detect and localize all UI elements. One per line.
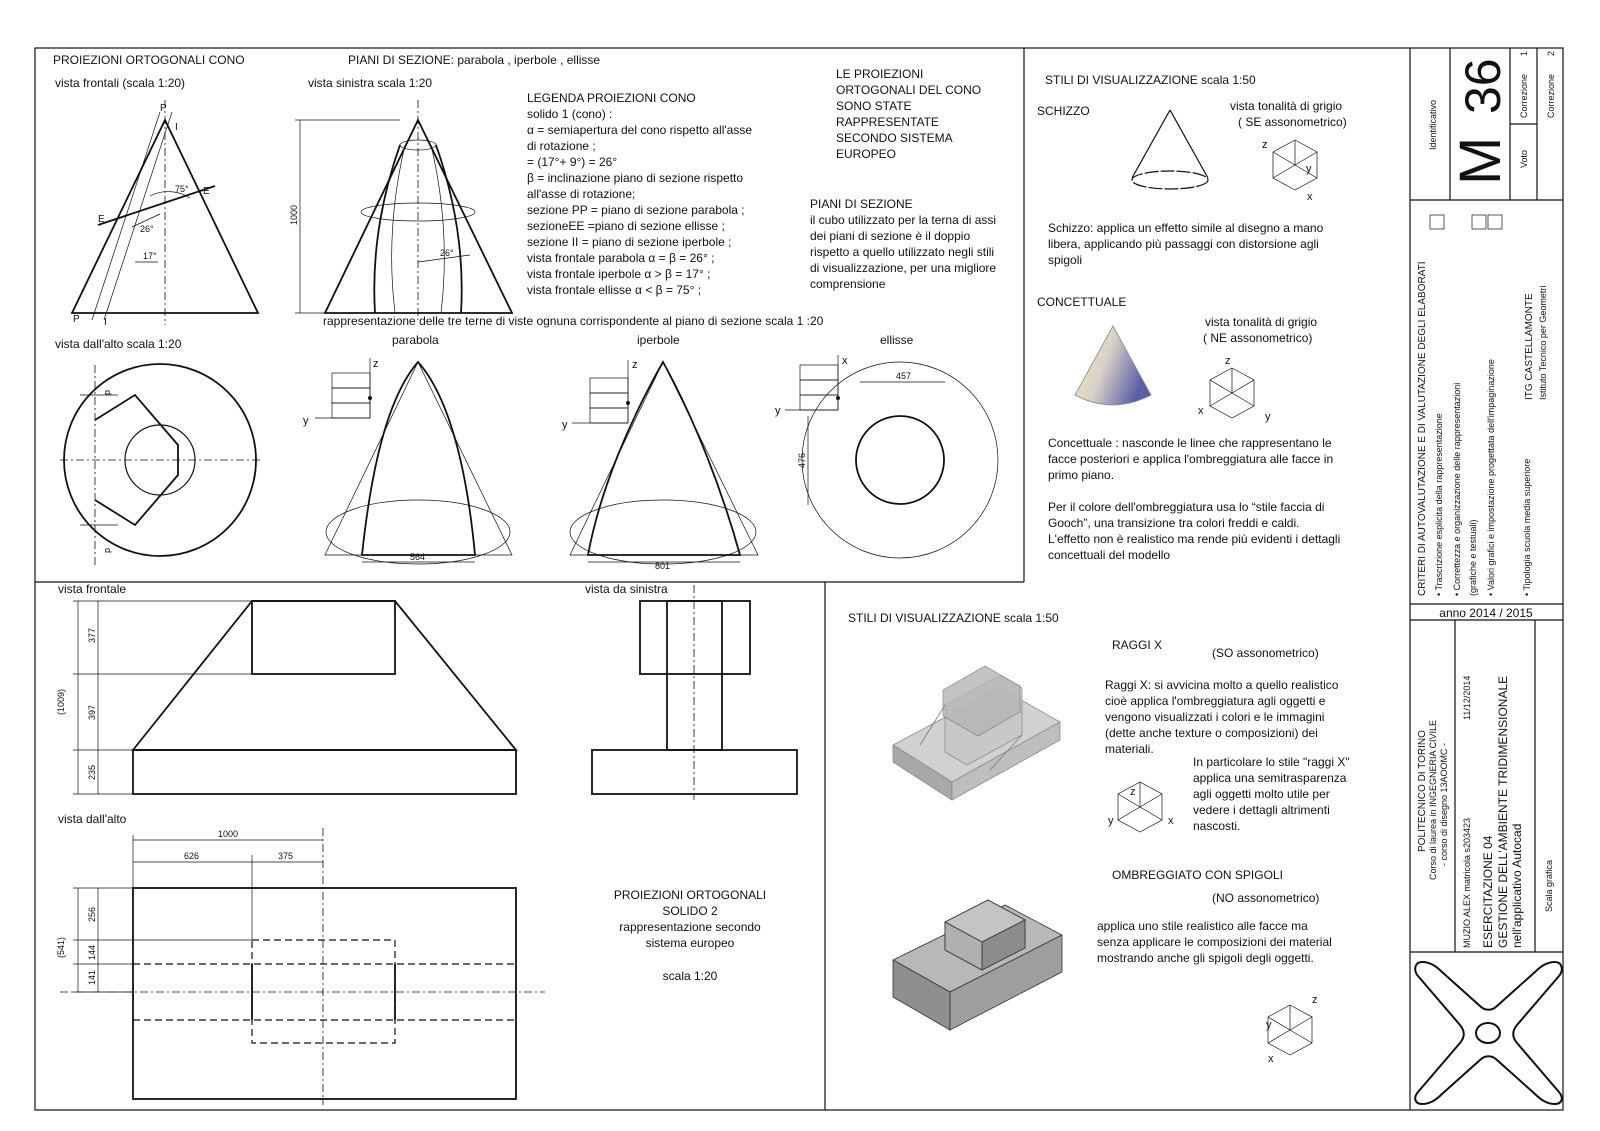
criteri-item: • Trascrizione esplicita della rappresentazione [1434,413,1444,596]
checkbox[interactable] [1430,215,1444,229]
correzione-number: 2 [1546,50,1556,56]
dim-1009: (1009) [56,688,66,715]
legend-line: vista frontale iperbole α > β = 17° ; [527,267,711,281]
caption-line: sistema europeo [645,936,735,950]
styles-top-title: STILI DI VISUALIZZAZIONE scala 1:50 [1045,73,1256,87]
drawing-date: 11/12/2014 [1462,675,1472,720]
criteri-item: • Valori grafici e impostazione progettata dell'impaginazione [1486,359,1496,596]
exercise-subtitle: GESTIONE DELL'AMBIENTE TRIDIMENSIONALE [1496,675,1510,948]
dim-476: 476 [797,452,807,468]
label-i-bottom: I [104,317,107,328]
legend-line: vista frontale parabola α = β = 26° ; [527,251,715,265]
conc-desc: L'effetto non è realistico ma rende più evidenti i dettagli [1048,532,1341,546]
note-line: SONO STATE [836,99,912,113]
conc-desc: primo piano. [1048,468,1115,482]
label-vista-da-sinistra: vista da sinistra [585,582,668,596]
axis-z-label: z [1312,994,1318,1006]
axis-x-label: x [1307,191,1313,203]
label-vista-dall-alto: vista dall'alto [58,812,127,826]
legend-line: sezione II = piano di sezione iperbole ; [527,235,732,249]
axis-z-label: z [1130,786,1136,798]
legend-line: di rotazione ; [527,139,596,153]
axis-y-label: y [303,415,309,427]
axis-y-label: y [1265,411,1271,423]
raggi-desc: vedere i dettagli altrimenti [1193,803,1330,817]
raggi-desc: In particolare lo stile "raggi X" [1193,755,1350,769]
solid2-caption [614,888,766,983]
axis-y-label: y [562,419,568,431]
axis-y-label: y [1306,163,1312,175]
legend-line: = (17°+ 9°) = 26° [527,155,618,169]
projection-note [836,67,981,161]
cone-section [53,53,998,571]
schizzo-cone [1132,110,1208,189]
label-p-top: P [160,103,167,114]
sheet-frame [35,48,1563,1110]
raggi-desc: agli oggetti molto utile per [1193,787,1330,801]
note-line: EUROPEO [836,147,897,161]
legend-line: sezione PP = piano di sezione parabola ; [527,203,745,217]
axis-y-label: y [775,405,781,417]
student-name: MUZIO ALEX matricola s203423 [1462,817,1472,948]
axis-z-label: z [373,358,379,370]
raggi-desc: cioè applica l'ombreggiatura agli oggetti e [1105,694,1326,708]
raggi-desc: nascosti. [1193,819,1241,833]
shaded-solid [893,900,1062,1030]
label-parabola: parabola [392,333,439,347]
politecnico-logo [1415,962,1562,1104]
legend-line: vista frontale ellisse α < β = 75° ; [527,283,702,297]
axis-y-label: y [1108,815,1114,827]
conc-desc: Concettuale : nasconde le linee che rappresentano le [1048,436,1332,450]
section-planes-title: PIANI DI SEZIONE: parabola , iperbole , ellisse [348,53,601,67]
angle-17: 17° [143,251,157,261]
exercise-software: nell'applicativo Autocad [1510,823,1524,948]
schizzo-view-1: vista tonalità di grigio [1230,99,1343,113]
axis-z-label: z [1262,139,1268,151]
dim-626: 626 [184,851,200,861]
section-iperbole [562,359,758,571]
legend-line: α = semiapertura del cono rispetto all'asse [527,123,753,137]
schizzo-desc: Schizzo: applica un effetto simile al disegno a mano [1048,221,1324,235]
omb-desc: applica uno stile realistico alle facce ma [1097,919,1308,933]
caption-line: rappresentazione secondo [619,920,761,934]
raggi-view: (SO assonometrico) [1212,646,1319,660]
note-line: ORTOGONALI DEL CONO [836,83,982,97]
solid2-front-view [56,601,516,794]
conc-desc: Per il colore dell'ombreggiatura usa lo “stile faccia di [1048,500,1325,514]
schizzo-desc: libera, applicando più passaggi con distorsione agli [1048,237,1319,251]
label-voto: Voto [1519,149,1529,168]
label-p-bottom: P [73,314,80,325]
checkbox[interactable] [1488,215,1502,229]
dim-801: 801 [655,561,671,571]
legend-line: LEGENDA PROIEZIONI CONO [527,91,696,105]
dim-141: 141 [87,969,97,985]
legend-line: all'asse di rotazione; [527,187,636,201]
label-identificativo: Identificativo [1428,99,1438,150]
styles-top [1037,73,1347,562]
omb-desc: senza applicare le composizioni dei material [1097,935,1332,949]
drawing-letter: M [1448,136,1513,185]
label-d-top: d [103,390,113,396]
angle-26: 26° [140,224,154,234]
piani-line: rispetto a quello utilizzato negli stili [810,245,995,259]
legend-line: β = inclinazione piano di sezione rispetto [527,171,744,185]
cone-side-view [289,100,512,320]
label-d-bottom: d [103,548,113,554]
school-type: Istituto Tecnico per Geometri [1538,285,1548,400]
piani-note [810,197,996,291]
piani-line: di visualizzazione, per una migliore [810,261,997,275]
cone-front-view [72,100,258,328]
conc-desc: concettuali del modello [1048,548,1171,562]
schizzo-desc: spigoli [1048,253,1083,267]
drawing-number: 36 [1455,58,1511,114]
dim-1000-top: 1000 [218,829,239,839]
view-cube-icon [1266,994,1318,1065]
axis-x-label: x [1268,1053,1274,1065]
raggi-desc: (dette anche texture o composizioni) dei [1105,726,1318,740]
raggi-desc: Raggi X: si avvicina molto a quello realistico [1105,678,1339,692]
legend-line: solido 1 (cono) : [527,107,613,121]
piani-line: il cubo utilizzato per la terna di assi [810,213,997,227]
concettuale-cone [1075,326,1151,405]
criteri-item: (grafiche e testuali) [1468,519,1478,596]
dim-235: 235 [87,764,97,780]
solid2-section [56,582,797,1105]
note-line: LE PROIEZIONI [836,67,924,81]
caption-line: SOLIDO 2 [662,904,718,918]
label-ellisse: ellisse [880,333,914,347]
university-name: POLITECNICO DI TORINO [1417,730,1428,852]
raggi-desc: applica una semitrasparenza [1193,771,1347,785]
axis-y-label: y [1266,1019,1272,1031]
dim-144: 144 [87,944,97,960]
dim-377: 377 [87,627,97,643]
conc-view-1: vista tonalità di grigio [1205,315,1318,329]
angle-75: 75° [175,184,189,194]
schizzo-view-2: ( SE assonometrico) [1238,115,1347,129]
cone-title: PROIEZIONI ORTOGONALI CONO [53,53,245,67]
exercise-title: ESERCITAZIONE 04 [1481,835,1495,948]
criteri-item: • Correttezza e organizzazione delle rappresentazioni [1452,382,1462,596]
section-ellisse [775,355,998,558]
axis-z-label: z [632,359,638,371]
conc-desc: Gooch”, una transizione tra colori freddi e caldi. [1048,516,1300,530]
note-line: SECONDO SISTEMA [836,131,953,145]
course-code: - corso di disegno 13AOOMC - [1439,742,1449,866]
caption-line: PROIEZIONI ORTOGONALI [613,888,767,902]
xray-solid [893,666,1060,800]
correzione-number: 1 [1519,50,1529,56]
raggi-title: RAGGI X [1112,638,1163,652]
legend-line: sezioneEE =piano di sezione ellisse ; [527,219,725,233]
angle-26-side: 26° [440,248,454,258]
criteri-item: • Tipologia scuola media superiore [1522,458,1532,596]
dim-1000: 1000 [289,204,299,225]
dim-397: 397 [87,704,97,720]
label-correzione-1: Correzione [1519,73,1529,118]
conc-view-2: ( NE assonometrico) [1203,331,1313,345]
checkbox[interactable] [1472,215,1486,229]
omb-desc: mostrando anche gli spigoli degli oggetti. [1097,951,1314,965]
label-e-right: E [203,186,210,197]
axis-x-label: x [1168,815,1174,827]
label-vista-sinistra: vista sinistra scala 1:20 [308,76,433,90]
omb-view: (NO assonometrico) [1212,891,1320,905]
solid2-top-view [56,828,545,1105]
dim-256: 256 [87,906,97,922]
rappresentazione-caption: rappresentazione delle tre terne di viste ognuna corrispondente al piano di sezione scala 1 :20 [323,314,824,328]
raggi-desc: materiali. [1105,742,1154,756]
criteri-heading: CRITERI DI AUTOVALUTAZIONE E DI VALUTAZIONE DEGLI ELABORATI [1417,261,1428,596]
school-name: ITG CASTELLAMONTE [1524,293,1535,400]
label-vista-frontale: vista frontale [58,582,127,596]
axis-x-label: x [1198,405,1204,417]
solid2-side-view [592,585,797,800]
piani-line: PIANI DI SEZIONE [810,197,913,211]
label-e-left: E [98,214,105,225]
axis-x-label: x [842,355,848,367]
conc-desc: facce posteriori e applica l'ombreggiatura alle facce in [1048,452,1334,466]
raggi-desc: vengono visualizzati i colori e le immagini [1105,710,1325,724]
view-cube-icon [1262,139,1317,203]
label-iperbole: iperbole [637,333,680,347]
piani-line: comprensione [810,277,886,291]
label-vista-frontali: vista frontali (scala 1:20) [55,76,186,90]
cone-top-view [60,364,262,565]
label-vista-alto: vista dall'alto scala 1:20 [55,337,182,351]
dim-564: 564 [410,552,426,562]
scala-grafica-label: Scala grafica [1544,859,1554,912]
dim-457: 457 [896,371,912,381]
view-cube-icon [1198,355,1271,423]
schizzo-title: SCHIZZO [1037,104,1090,118]
label-correzione-2: Correzione [1546,73,1556,118]
caption-line: scala 1:20 [662,969,718,983]
section-parabola [303,358,512,564]
title-block [1410,48,1563,1104]
styles-bottom-title: STILI DI VISUALIZZAZIONE scala 1:50 [848,611,1059,625]
styles-bottom [848,611,1350,1065]
note-line: RAPPRESENTATE [836,115,939,129]
dim-375: 375 [278,851,294,861]
dim-541: (541) [56,936,66,958]
concettuale-title: CONCETTUALE [1037,295,1127,309]
label-i-top: I [175,122,178,133]
course-name: Corso di laurea in INGEGNERIA CIVILE [1428,719,1438,880]
anno-label: anno 2014 / 2015 [1439,606,1533,620]
axis-z-label: z [1225,355,1231,367]
view-cube-icon [1108,782,1174,832]
omb-title: OMBREGGIATO CON SPIGOLI [1112,868,1283,882]
cone-legend [527,91,752,297]
piani-line: dei piani di sezione è il doppio [810,229,971,243]
